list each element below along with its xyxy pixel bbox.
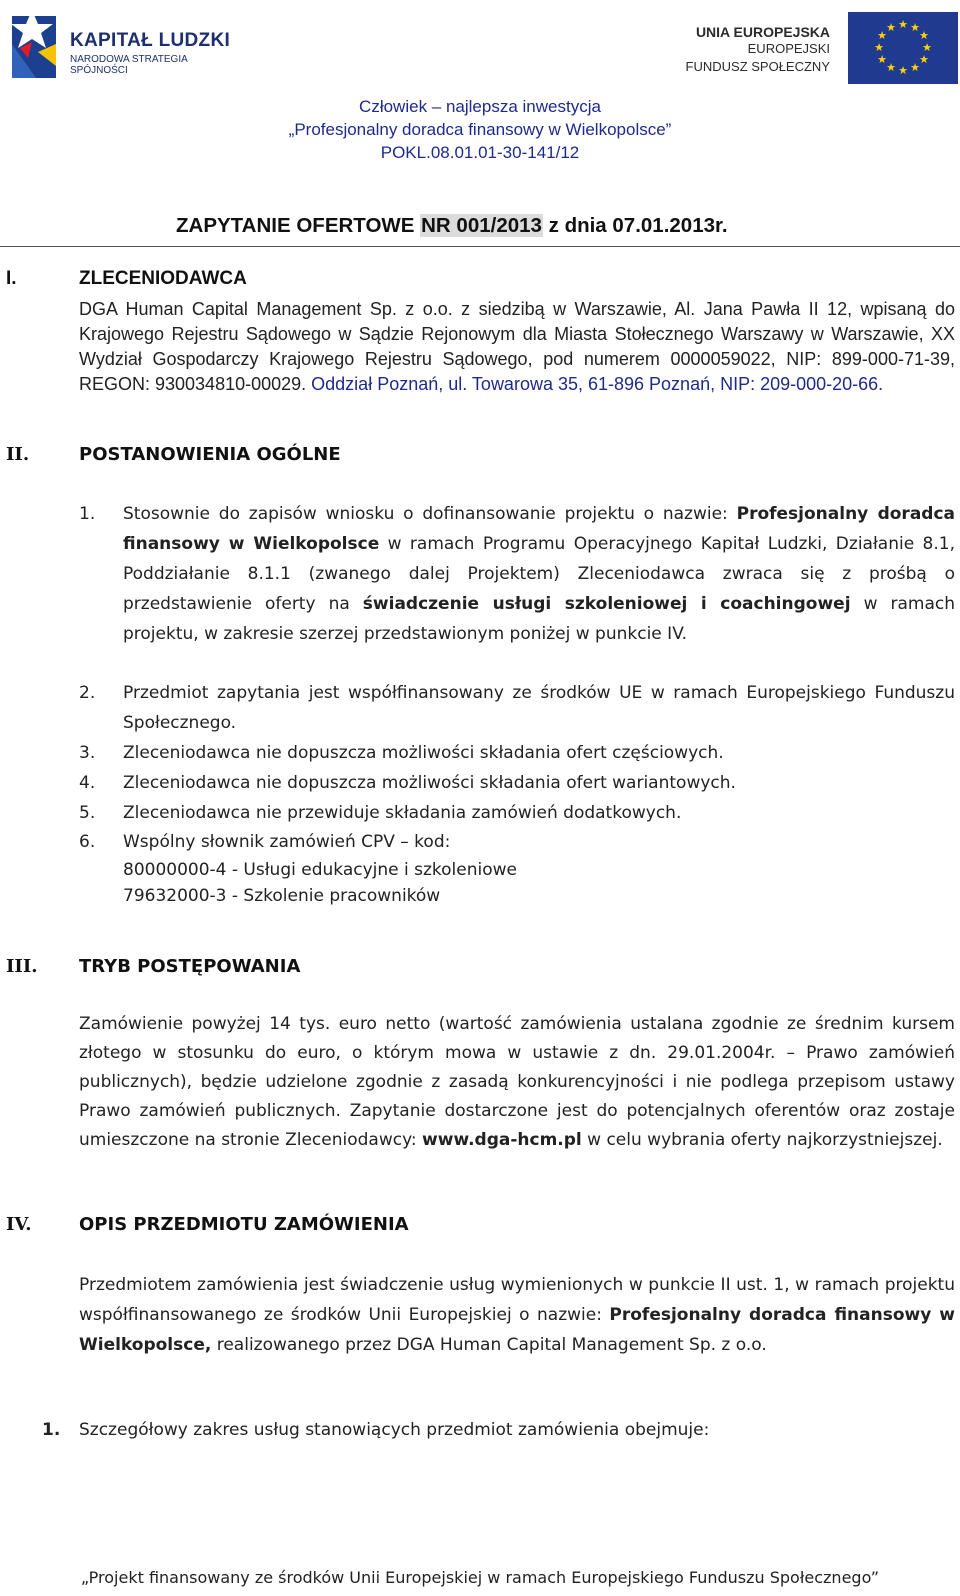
item-text-part: w ramach Programu Operacyjnego Kapitał Ludzki, Działanie 8.1, Poddziałanie 8.1.1 (zwanego dalej Projektem) Zleceniodawca zwraca się z prośbą o przedstawienie oferty na — [123, 534, 955, 614]
project-name-bold: Profesjonalny doradca finansowy w Wielkopolsce — [123, 504, 956, 554]
item-number: 6. — [79, 832, 96, 852]
section-3-text — [79, 1010, 955, 1155]
section-1-text — [79, 297, 955, 397]
svg-text:★: ★ — [910, 21, 920, 34]
project-name-line: „Profesjonalny doradca finansowy w Wielkopolsce” — [288, 120, 672, 139]
company-details: DGA Human Capital Management Sp. z o.o. z siedzibą w Warszawie, Al. Jana Pawła II 12, wpisaną do Krajowego Rejestru Sądowego w Sądzie Rejonowym dla Miasta Stołecznego Warszawy w Warszawie, XX Wydział Gospodarczy Krajowego Rejestru Sądowego, pod numerem 0000059022, NIP: 899-000-71-39, REGON: 930034810-00029. — [79, 299, 955, 394]
item-number: 2. — [79, 683, 96, 703]
svg-text:★: ★ — [877, 53, 887, 66]
section-1-title: ZLECENIODAWCA — [79, 268, 247, 289]
eu-flag-icon — [848, 12, 958, 84]
kapital-ludzki-subtitle: NARODOWA STRATEGIA SPÓJNOŚCI — [70, 54, 188, 76]
procedure-text-end: w celu wybrania oferty najkorzystniejszej. — [581, 1130, 943, 1150]
cpv-code: 80000000-4 - Usługi edukacyjne i szkoleniowe — [123, 860, 517, 880]
svg-text:★: ★ — [919, 53, 929, 66]
item-number: 3. — [79, 743, 96, 763]
svg-text:★: ★ — [886, 21, 896, 34]
document-title — [176, 214, 728, 238]
svg-text:★: ★ — [898, 64, 908, 77]
motto-line: Człowiek – najlepsza inwestycja — [359, 97, 601, 116]
section-4-text — [79, 1270, 955, 1360]
title-divider — [0, 246, 960, 247]
page-footer: „Projekt finansowany ze środków Unii Europejskiej w ramach Europejskiego Funduszu Społecznego” — [80, 1568, 880, 1587]
project-code-line: POKL.08.01.01-30-141/12 — [380, 143, 580, 162]
svg-text:★: ★ — [874, 41, 884, 54]
svg-text:★: ★ — [922, 41, 932, 54]
section-4-title: OPIS PRZEDMIOTU ZAMÓWIENIA — [79, 1214, 409, 1235]
scope-item-number: 1. — [42, 1420, 61, 1440]
eu-efs-logo — [682, 12, 958, 84]
item-number: 1. — [79, 504, 96, 524]
section-2-title: POSTANOWIENIA OGÓLNE — [79, 444, 341, 465]
section-3-title: TRYB POSTĘPOWANIA — [79, 956, 301, 977]
scope-item-text: Szczegółowy zakres usług stanowiących przedmiot zamówienia obejmuje: — [79, 1420, 710, 1440]
section-1-number: I. — [6, 268, 17, 289]
list-item — [79, 499, 955, 649]
subject-text-end: realizowanego przez DGA Human Capital Management Sp. z o.o. — [211, 1335, 767, 1355]
subject-text: Przedmiotem zamówienia jest świadczenie usług wymienionych w punkcie II ust. 1, w ramach projektu współfinansowanego ze środków Unii Europejskiej o nazwie: — [79, 1275, 955, 1325]
svg-text:★: ★ — [898, 18, 908, 31]
list-item — [79, 828, 955, 909]
item-text-part: w ramach projektu, w zakresie szerzej przedstawionym poniżej w punkcie IV. — [123, 594, 956, 644]
section-3-number: III. — [6, 956, 38, 977]
section-4-number: IV. — [6, 1214, 32, 1235]
website-link[interactable]: www.dga-hcm.pl — [422, 1130, 582, 1150]
svg-text:★: ★ — [910, 61, 920, 74]
procedure-text: Zamówienie powyżej 14 tys. euro netto (wartość zamówienia ustalana zgodnie ze średnim kursem złotego w stosunku do euro, o którym mowa w ustawie z dn. 29.01.2004r. – Prawo zamówień publicznych), będzie udzielone zgodnie z zasadą konkurencyjności i nie podlega przepisom ustawy Prawo zamówień publicznych. Zapytanie dostarczone jest do potencjalnych oferentów oraz zostaje umieszczone na stronie Zleceniodawcy: — [79, 1014, 955, 1150]
item-number: 5. — [79, 803, 96, 823]
eu-logo-line2: EUROPEJSKI — [747, 41, 830, 56]
svg-text:★: ★ — [886, 61, 896, 74]
list-item — [79, 768, 955, 798]
project-name-bold: Profesjonalny doradca finansowy w Wielkopolsce, — [79, 1305, 955, 1355]
item-text: Zleceniodawca nie dopuszcza możliwości składania ofert częściowych. — [123, 743, 724, 763]
kapital-ludzki-title: KAPITAŁ LUDZKI — [70, 30, 231, 51]
branch-details: Oddział Poznań, ul. Towarowa 35, 61-896 Poznań, NIP: 209-000-20-66. — [306, 374, 884, 394]
kapital-ludzki-logo — [6, 4, 246, 80]
kapital-ludzki-emblem-icon — [6, 4, 64, 80]
item-text — [123, 499, 955, 649]
title-number-highlight: NR 001/2013 — [421, 214, 542, 237]
title-prefix: ZAPYTANIE OFERTOWE — [176, 214, 421, 237]
list-item — [79, 798, 955, 828]
title-date: z dnia 07.01.2013r. — [542, 214, 728, 237]
section-2-number: II. — [6, 444, 30, 465]
item-text: Zleceniodawca nie przewiduje składania zamówień dodatkowych. — [123, 803, 682, 823]
item-text: Wspólny słownik zamówień CPV – kod: — [123, 832, 451, 852]
list-item — [79, 678, 955, 738]
item-text: Zleceniodawca nie dopuszcza możliwości składania ofert wariantowych. — [123, 773, 736, 793]
eu-logo-line1: UNIA EUROPEJSKA — [695, 24, 830, 40]
list-item — [79, 738, 955, 768]
item-text-part: Stosownie do zapisów wniosku o dofinansowanie projektu o nazwie: — [123, 504, 737, 524]
cpv-code: 79632000-3 - Szkolenie pracowników — [123, 886, 441, 906]
eu-logo-line3: FUNDUSZ SPOŁECZNY — [685, 59, 830, 74]
svg-text:★: ★ — [877, 29, 887, 42]
item-number: 4. — [79, 773, 96, 793]
item-text: Przedmiot zapytania jest współfinansowany ze środków UE w ramach Europejskiego Funduszu Społecznego. — [123, 683, 955, 733]
service-name-bold: świadczenie usługi szkoleniowej i coachingowej — [362, 594, 851, 614]
svg-text:★: ★ — [919, 29, 929, 42]
